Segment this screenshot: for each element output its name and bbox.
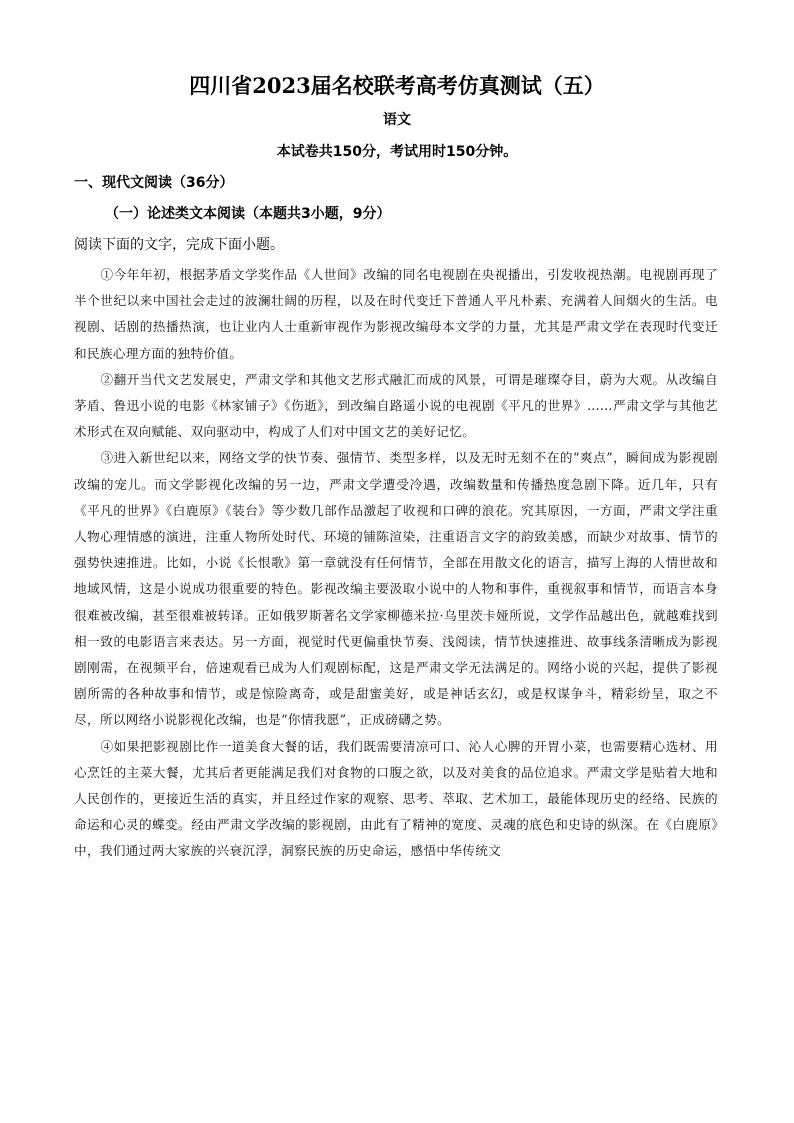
subsection-heading: （一）论述类文本阅读（本题共3小题，9分） [105,206,391,222]
section-heading: 一、现代文阅读（36分） [74,175,234,191]
passage-paragraph-1: ①今年年初，根据茅盾文学奖作品《人世间》改编的同名电视剧在央视播出，引发收视热潮。电视剧再现了半个世纪以来中国社会走过的波澜壮阔的历程，以及在时代变迁下普通人平凡朴素、充满着人间烟火的生活。电视剧、话剧的热播热演，也让业内人士重新审视作为影视改编母本文学的力量，尤其是严肃文学在表现时代变迁和民族心理方面的独特价值。 [74,267,718,361]
subject-label: 语文 [383,112,411,128]
passage-paragraph-4: ④如果把影视剧比作一道美食大餐的话，我们既需要清凉可口、沁人心脾的开胃小菜，也需要精心选材、用心烹饪的主菜大餐，尤其后者更能满足我们对食物的口腹之欲，以及对美食的品位追求。严肃文学是贴着大地和人民创作的，更接近生活的真实，并且经过作家的观察、思考、萃取、艺术加工，最能体现历史的经络、民族的命运和心灵的蝶变。经由严肃文学改编的影视剧，由此有了精神的宽度、灵魂的底色和史诗的纵深。在《白鹿原》中，我们通过两大家族的兴衰沉浮，洞察民族的历史命运，感悟中华传统文 [74,738,718,859]
reading-instruction: 阅读下面的文字，完成下面小题。 [74,237,284,253]
page-title: 四川省2023届名校联考高考仿真测试（五） [189,73,605,98]
passage-paragraph-2: ②翻开当代文艺发展史，严肃文学和其他文艺形式融汇而成的风景，可谓是璀璨夺目，蔚为大观。从改编自茅盾、鲁迅小说的电影《林家铺子》《伤逝》，到改编自路遥小说的电视剧《平凡的世界》……严肃文学与其他艺术形式在双向赋能、双向驱动中，构成了人们对中国文艺的美好记忆。 [74,371,718,440]
exam-info: 本试卷共150分，考试用时150分钟。 [276,144,518,160]
passage-body [74,262,718,865]
passage-paragraph-3: ③进入新世纪以来，网络文学的快节奏、强情节、类型多样，以及无时无刻不在的“爽点”，瞬间成为影视剧改编的宠儿。而文学影视化改编的另一边，严肃文学遭受冷遇，改编数量和传播热度急剧下降。近几年，只有《平凡的世界》《白鹿原》《装台》等少数几部作品激起了收视和口碑的浪花。究其原因，一方面，严肃文学注重人物心理情感的演进，注重人物所处时代、环境的铺陈渲染，注重语言文字的韵致美感，而缺少对故事、情节的强势快速推进。比如，小说《长恨歌》第一章就没有任何情节，全部在用散文化的语言，描写上海的人情世故和地域风情，这是小说成功很重要的特色。影视改编主要汲取小说中的人物和事件，重视叙事和情节，而语言本身很难被改编，甚至很难被转译。正如俄罗斯著名文学家柳德米拉·乌里茨卡娅所说，文学作品越出色，就越难找到相一致的电影语言来表达。另一方面，视觉时代更偏重快节奏、浅阅读，情节快速推进、故事线条清晰成为影视剧刚需，在视频平台，倍速观看已成为人们观剧标配，这是严肃文学无法满足的。网络小说的兴起，提供了影视剧所需的各种故事和情节，或是惊险离奇，或是甜蜜美好，或是神话玄幻，或是权谋争斗，精彩纷呈，取之不尽，所以网络小说影视化改编，也是“你情我愿”，正成磅礴之势。 [74,450,718,728]
